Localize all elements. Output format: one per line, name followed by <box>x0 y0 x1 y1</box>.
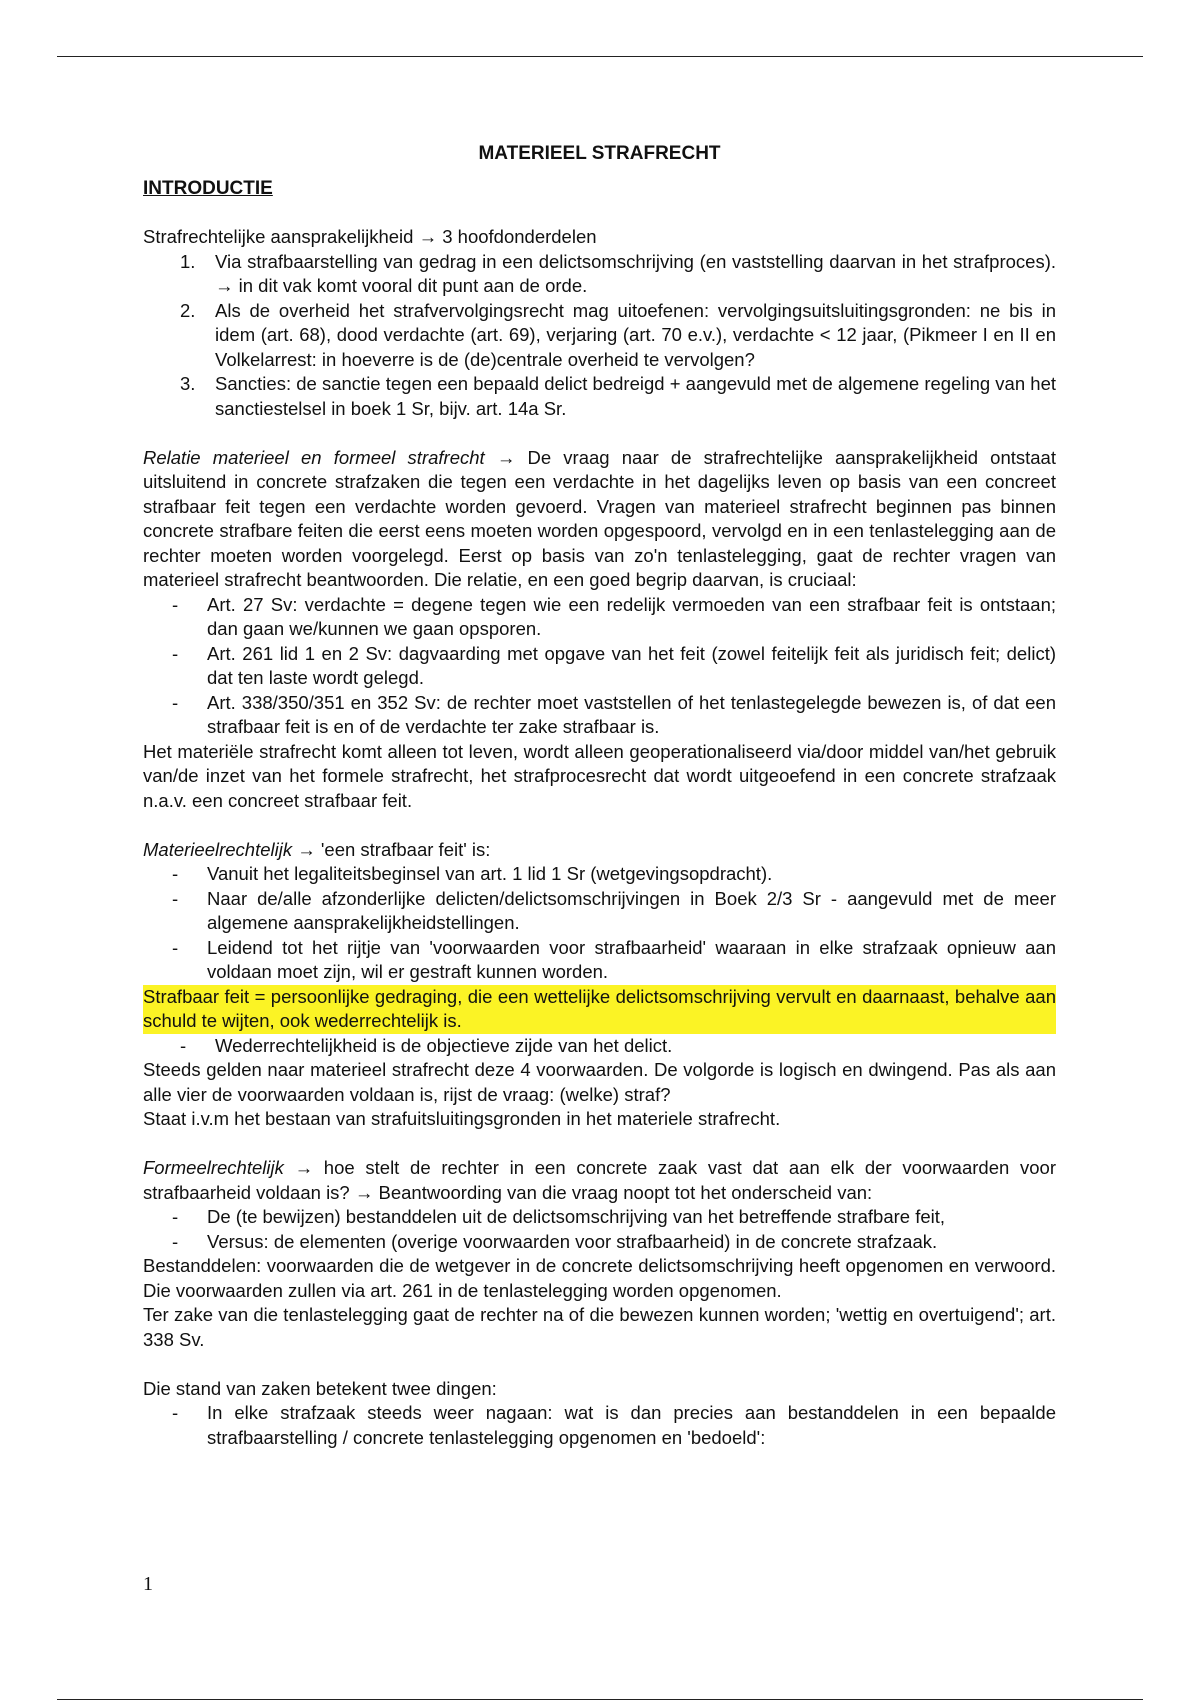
formeel-list <box>143 1205 1056 1254</box>
ter-zake-paragraph: Ter zake van die tenlastelegging gaat de rechter na of die bewezen kunnen worden; 'wettig en overtuigend'; art. 338 Sv. <box>143 1304 1056 1350</box>
list-item: - Art. 27 Sv: verdachte = degene tegen wie een redelijk vermoeden van een strafbaar feit is ontstaan; dan gaan we/kunnen we gaan opsporen. <box>172 593 1056 639</box>
list-item: - Wederrechtelijkheid is de objectieve zijde van het delict. <box>180 1034 673 1056</box>
materieel-paragraph: Materieelrechtelijk → 'een strafbaar feit' is: <box>143 838 491 860</box>
materieel-after: Steeds gelden naar materieel strafrecht deze 4 voorwaarden. De volgorde is logisch en dwingend. Pas als aan alle vier de voorwaarden voldaan is, rijst de vraag: (welke) straf? <box>143 1059 1056 1105</box>
list-item: - Art. 338/350/351 en 352 Sv: de rechter moet vaststellen of het tenlastegelegde bewezen is, of dat een strafbaar feit is en of de verdachte ter zake strafbaar is. <box>172 691 1056 737</box>
document-body <box>143 142 1056 1450</box>
section-heading: INTRODUCTIE <box>143 177 273 199</box>
relatie-paragraph: Relatie materieel en formeel strafrecht → De vraag naar de strafrechtelijke aansprakelijkheid ontstaat uitsluitend in concrete strafzaken die tegen een verdachte in het dagelijks leven op basis van een concreet strafbaar feit tegen een verdachte worden gevoerd. Vragen van materieel strafrecht beginnen pas binnen concrete strafbare feiten die eerst eens moeten worden opgespoord, vervolgd en in een tenlastelegging aan de rechter moeten worden voorgelegd. Eerst op basis van zo'n tenlastelegging, gaat de rechter vragen van materieel strafrecht beantwoorden. Die relatie, en een goed begrip daarvan, is cruciaal: <box>143 446 1056 590</box>
list-item: - Leidend tot het rijtje van 'voorwaarden voor strafbaarheid' waaraan in elke strafzaak opnieuw aan voldaan moet zijn, wil er gestraft kunnen worden. <box>172 936 1056 982</box>
list-item: - De (te bewijzen) bestanddelen uit de delictsomschrijving van het betreffende strafbare feit, <box>172 1206 946 1227</box>
list-item: - Naar de/alle afzonderlijke delicten/delictsomschrijvingen in Boek 2/3 Sr - aangevuld met de meer algemene aansprakelijkheidstellingen. <box>172 887 1056 933</box>
list-item: - Art. 261 lid 1 en 2 Sv: dagvaarding met opgave van het feit (zowel feitelijk feit als juridisch feit; delict) dat ten laste wordt gelegd. <box>172 642 1056 688</box>
formeel-paragraph: Formeelrechtelijk → hoe stelt de rechter in een concrete zaak vast dat aan elk der voorwaarden voor strafbaarheid voldaan is? → Beantwoording van die vraag noopt tot het onderscheid van: <box>143 1157 1056 1203</box>
page-number: 1 <box>143 1573 153 1595</box>
materieel-list <box>143 862 1056 985</box>
list-item: - Vanuit het legaliteitsbeginsel van art. 1 lid 1 Sr (wetgevingsopdracht). <box>172 863 773 884</box>
relatie-closing: Het materiële strafrecht komt alleen tot leven, wordt alleen geoperationaliseerd via/door middel van/het gebruik van/de inzet van het formele strafrecht, het strafprocesrecht dat wordt uitgeoefend in een concrete strafzaak n.a.v. een concreet strafbaar feit. <box>143 740 1056 811</box>
stand-paragraph: Die stand van zaken betekent twee dingen: <box>143 1377 497 1399</box>
numbered-list <box>143 250 1056 422</box>
document-title: MATERIEEL STRAFRECHT <box>478 143 721 164</box>
formeel-label: Formeelrechtelijk <box>143 1157 284 1178</box>
relatie-label: Relatie materieel en formeel strafrecht <box>143 446 485 468</box>
list-item: 2. Als de overheid het strafvervolgingsrecht mag uitoefenen: vervolgingsuitsluitingsgronden: ne bis in idem (art. 68), dood verdachte (art. 69), verjaring (art. 70 e.v.), verdachte < 12 jaar, (Pikmeer I en II en Volkelarrest: in hoeverre is de (de)centrale overheid te vervolgen? <box>180 299 1056 370</box>
materieel-sub-list <box>143 1034 1056 1059</box>
header-rule <box>57 56 1143 57</box>
list-item: - In elke strafzaak steeds weer nagaan: wat is dan precies aan bestanddelen in een bepaalde strafbaarstelling / concrete tenlastelegging opgenomen en 'bedoeld': <box>172 1402 1056 1448</box>
list-item: 3. Sancties: de sanctie tegen een bepaald delict bedreigd + aangevuld met de algemene regeling van het sanctiestelsel in boek 1 Sr, bijv. art. 14a Sr. <box>180 373 1056 419</box>
list-item: - Versus: de elementen (overige voorwaarden voor strafbaarheid) in de concrete strafzaak. <box>172 1230 938 1252</box>
relatie-list <box>143 593 1056 740</box>
list-item: 1. Via strafbaarstelling van gedrag in een delictsomschrijving (en vaststelling daarvan in het strafproces). → in dit vak komt vooral dit punt aan de orde. <box>180 250 1056 296</box>
bestanddelen-paragraph: Bestanddelen: voorwaarden die de wetgever in de concrete delictsomschrijving heeft opgenomen en verwoord. Die voorwaarden zullen via art. 261 in de tenlastelegging worden opgenomen. <box>143 1255 1056 1301</box>
stand-list <box>143 1401 1056 1450</box>
materieel-label: Materieelrechtelijk <box>143 838 293 860</box>
intro-line: Strafrechtelijke aansprakelijkheid → 3 hoofdonderdelen <box>143 226 597 247</box>
highlighted-definition: Strafbaar feit = persoonlijke gedraging, die een wettelijke delictsomschrijving vervult en daarnaast, behalve aan schuld te wijten, ook wederrechtelijk is. <box>143 985 1056 1034</box>
materieel-after2: Staat i.v.m het bestaan van strafuitsluitingsgronden in het materiele strafrecht. <box>143 1108 781 1129</box>
